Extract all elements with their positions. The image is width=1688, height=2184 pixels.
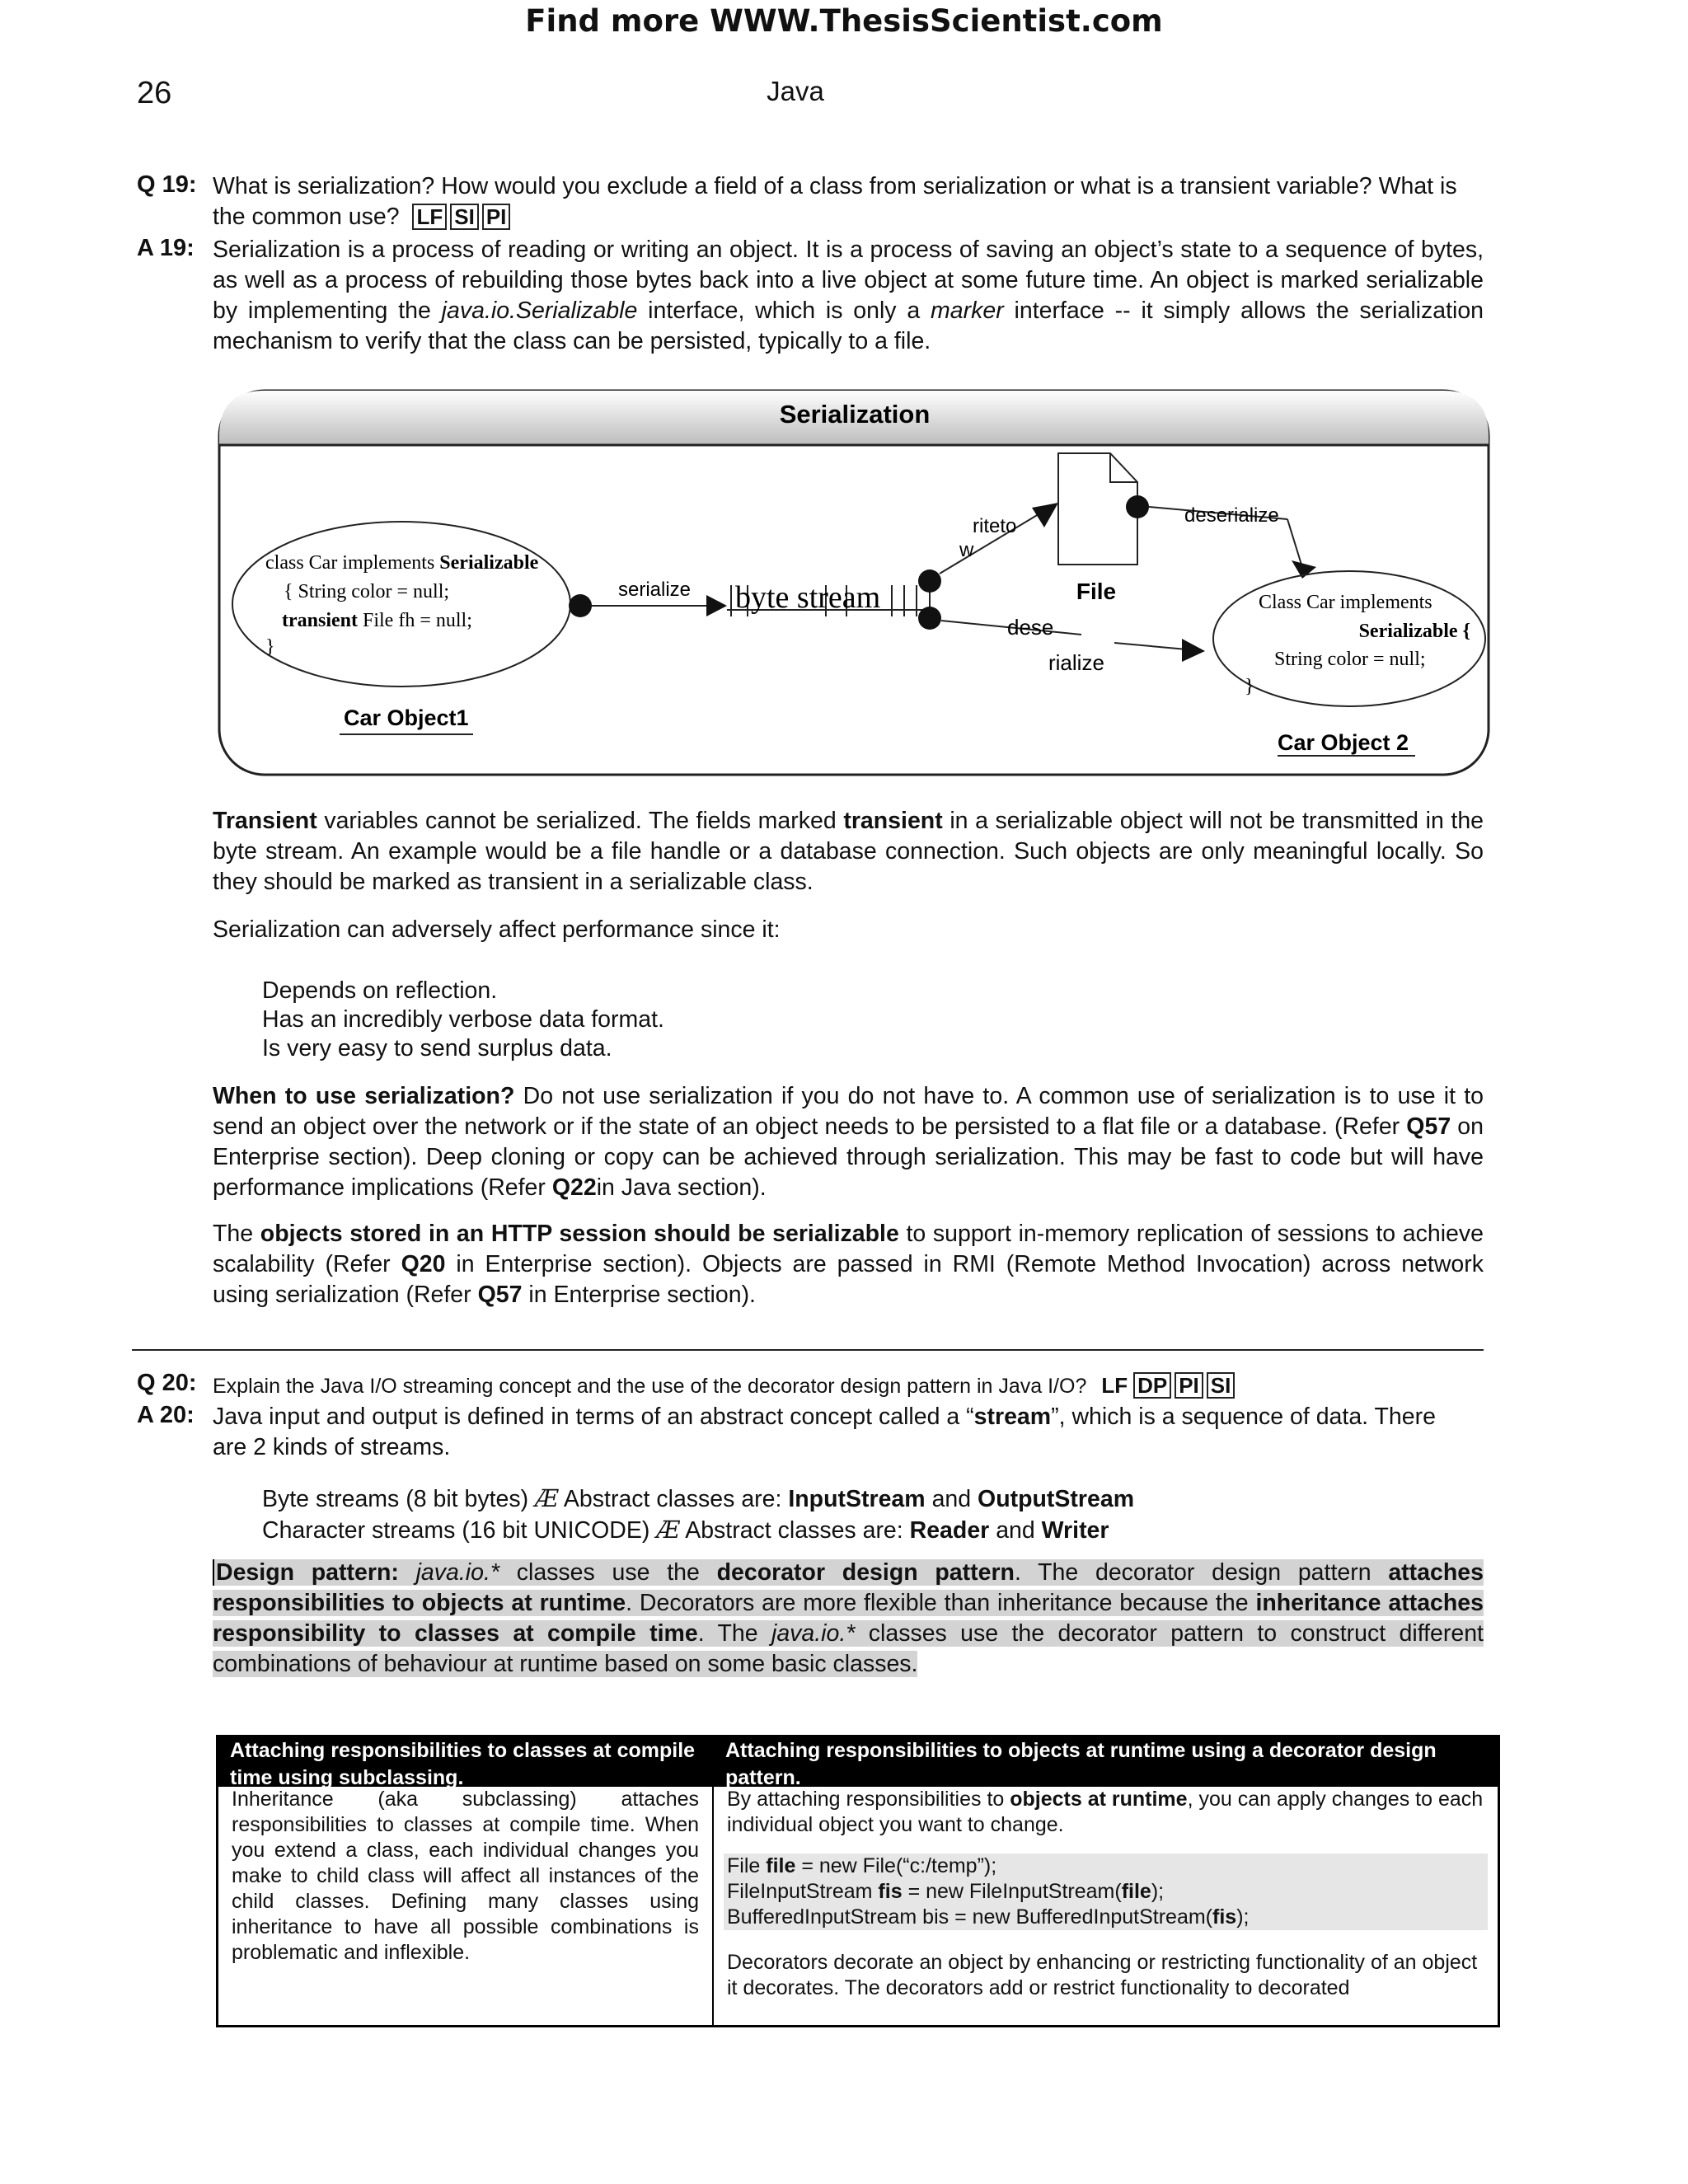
byte-stream-label: byte stream [735, 580, 881, 615]
design-code-2: java.io.* [771, 1620, 856, 1647]
a19-marker: marker [931, 298, 1004, 324]
design-lead: Design pattern: [213, 1559, 399, 1586]
car2-line1: Class Car implements [1259, 592, 1432, 613]
performance-list [262, 977, 664, 1063]
spacer [727, 1838, 1484, 1854]
car1-line1: class Car implements Serializable [265, 552, 539, 574]
character-streams-text: Character streams (16 bit UNICODE) [262, 1517, 650, 1544]
transient-text-1: variables cannot be serialized. The fields marked [324, 808, 837, 834]
http-ref-1: Q20 [401, 1251, 446, 1277]
character-streams-line [262, 1515, 1134, 1546]
http-ref-2: Q57 [477, 1282, 523, 1308]
table-header-decorator: Attaching responsibilities to objects at runtime using a decorator design pattern. [714, 1737, 1498, 1787]
when-to-use-paragraph [213, 1081, 1484, 1203]
transient-paragraph [213, 806, 1484, 898]
tag-lf: LF [412, 204, 447, 230]
a20-text-2: ”, which is a sequence of data. There are 2 kinds of streams. [213, 1404, 1436, 1460]
page-number: 26 [137, 76, 172, 110]
page-header: Java [767, 76, 824, 106]
car-object1-label: Car Object1 [344, 705, 469, 730]
writer-class: Writer [1041, 1517, 1109, 1544]
decorator-summary: Decorators decorate an object by enhancing or restricting functionality of an object it decorates. The decorators add or restrict functionality to decorated [727, 1951, 1478, 1999]
outputstream-class: OutputStream [978, 1486, 1135, 1512]
code-line-3 [724, 1905, 1488, 1930]
when-text-3: in Java section). [596, 1174, 767, 1201]
q20-label: Q 20: [137, 1370, 197, 1396]
a19-answer [213, 235, 1484, 357]
http-text-1: to support in-memory replication of sessions to achieve scalability (Refer [213, 1221, 1484, 1277]
code-var: fis [1212, 1905, 1237, 1929]
code-var: file [766, 1854, 796, 1877]
a19-label: A 19: [137, 235, 195, 261]
decorator-text-1: By attaching responsibilities to [727, 1788, 1005, 1811]
tag-pi: PI [1175, 1372, 1203, 1399]
code-text: BufferedInputStream bis = new BufferedInputStream( [727, 1905, 1213, 1929]
tag-lf: LF [1101, 1373, 1128, 1398]
car2-line4: } [1245, 676, 1254, 697]
http-text-2: in Enterprise section). Objects are passed in RMI (Remote Method Invocation) across network using serialization (Refer [213, 1251, 1484, 1308]
q20-question-text: Explain the Java I/O streaming concept and the use of the decorator design pattern in Java I/O? [213, 1375, 1087, 1398]
q19-question [213, 171, 1484, 232]
car1-line4: } [265, 636, 275, 658]
http-text-3: in Enterprise section). [528, 1282, 756, 1308]
a20-stream-word: stream [973, 1404, 1052, 1430]
tag-pi: PI [482, 204, 511, 230]
a20-answer [213, 1402, 1449, 1463]
q20-tags [1099, 1372, 1238, 1399]
byte-streams-line [262, 1483, 1134, 1515]
and-word: and [996, 1517, 1035, 1544]
code-text: = new FileInputStream( [907, 1880, 1122, 1903]
when-ref-1: Q57 [1406, 1113, 1451, 1140]
http-text-0: The [213, 1221, 254, 1247]
a20-text-1: Java input and output is defined in terms of an abstract concept called a “ [213, 1404, 974, 1430]
serialize-dot [569, 594, 592, 617]
tag-si: SI [450, 204, 479, 230]
a19-code: java.io.Serializable [441, 298, 638, 324]
design-text-1: classes use the [516, 1559, 700, 1586]
tag-dp: DP [1133, 1372, 1171, 1399]
design-bold-1: decorator design pattern [716, 1559, 1015, 1586]
diagram-title: Serialization [779, 400, 931, 429]
design-text-2: . The decorator design pattern [1014, 1559, 1372, 1586]
car1-line2: { String color = null; [284, 581, 450, 602]
code-var: fis [878, 1880, 903, 1903]
deserialize-top-label: deserialize [1184, 504, 1279, 527]
car-object2-label: Car Object 2 [1278, 730, 1409, 755]
code-var: file [1121, 1880, 1151, 1903]
file-icon [1058, 453, 1137, 565]
code-line-1 [724, 1854, 1488, 1879]
design-bold-3: inheritance attaches responsibility to classes at compile time [213, 1590, 1484, 1647]
q20-question [213, 1372, 1498, 1399]
code-text: File [727, 1854, 761, 1877]
code-text: = new File(“c:/temp”); [801, 1854, 997, 1877]
arrow-icon: Æ [535, 1485, 559, 1512]
section-divider [132, 1349, 1484, 1351]
arrow-icon: Æ [656, 1516, 680, 1544]
q19-label: Q 19: [137, 171, 197, 198]
code-text: ); [1151, 1880, 1165, 1903]
a19-text-1: Serialization is a process of reading or writing an object. It is a process of saving an object’s state to a sequence of bytes, as well as a process of rebuilding those bytes back into a live object at some future time. An object is marked serializable by implementing the [213, 237, 1484, 324]
design-pattern-paragraph [213, 1558, 1484, 1680]
inputstream-class: InputStream [788, 1486, 926, 1512]
file-label: File [1076, 579, 1117, 604]
write-label-2: w [959, 539, 974, 561]
stream-kinds [262, 1483, 1134, 1546]
decorator-text-2: , you can apply changes to each individual object you want to change. [727, 1788, 1484, 1836]
table-cell-decorator [714, 1787, 1498, 2001]
table-cell-inheritance: Inheritance (aka subclassing) attaches responsibilities to classes at compile time. When you extend a class, each individual changes you make to child class will affect all instances of the child classes. Defining many classes using inheritance to have all possible combinations is problematic and inflexible. [232, 1788, 699, 1964]
transient-word-2: transient [843, 808, 943, 834]
car2-line2: Serializable { [1358, 621, 1470, 642]
reader-class: Reader [909, 1517, 990, 1544]
serialize-label: serialize [618, 579, 692, 601]
when-lead: When to use serialization? [213, 1083, 515, 1109]
site-banner: Find more WWW.ThesisScientist.com [525, 3, 1163, 39]
and-word: and [931, 1486, 972, 1512]
code-text: FileInputStream [727, 1880, 873, 1903]
car1-line3: transient File fh = null; [282, 610, 472, 631]
table-header-inheritance: Attaching responsibilities to classes at compile time using subclassing. [218, 1737, 712, 1787]
when-text-1: Do not use serialization if you do not have to. A common use of serialization is to use it to send an object over the network or if the state of an object needs to be persisted to a flat file or a database. (Refer [213, 1083, 1484, 1140]
design-highlight [213, 1559, 1484, 1677]
a19-text-3: interface -- it simply allows the serialization mechanism to verify that the class can be persisted, typically to a file. [213, 298, 1484, 354]
serialization-diagram-svg [216, 387, 1493, 779]
design-text-3: . Decorators are more flexible than inheritance because the [626, 1590, 1249, 1616]
character-streams-mid: Abstract classes are: [685, 1517, 903, 1544]
transient-word-1: Transient [213, 808, 317, 834]
q19-question-text: What is serialization? How would you exclude a field of a class from serialization or what is a transient variable? What is the common use? [213, 173, 1457, 230]
deserialize-start-dot [918, 607, 941, 630]
code-text: ); [1236, 1905, 1250, 1929]
dese-label-1: dese [1007, 615, 1054, 640]
tag-si: SI [1207, 1372, 1236, 1399]
read-dot [1126, 495, 1149, 518]
design-code-1: java.io.* [415, 1559, 499, 1586]
byte-streams-text: Byte streams (8 bit bytes) [262, 1486, 529, 1512]
spacer [727, 1930, 1484, 1950]
a20-label: A 20: [137, 1402, 195, 1428]
list-item: Is very easy to send surplus data. [262, 1035, 612, 1062]
serialization-diagram [216, 387, 1493, 779]
when-text-2: on Enterprise section). Deep cloning or copy can be achieved through serialization. This may be fast to code but will have performance implications (Refer [213, 1113, 1484, 1201]
design-bold-2: attaches responsibilities to objects at runtime [213, 1559, 1484, 1616]
transient-text-2: in a serializable object will not be transmitted in the byte stream. An example would be a file handle or a database connection. Such objects are only meaningful locally. So they should be marked as transient in a serializable class. [213, 808, 1484, 895]
list-item: Has an incredibly verbose data format. [262, 1006, 664, 1033]
performance-intro: Serialization can adversely affect performance since it: [213, 916, 781, 943]
design-text-5: classes use the decorator pattern to construct different combinations of behaviour at runtime based on some basic classes. [213, 1620, 1484, 1677]
design-text-4: . The [697, 1620, 758, 1647]
dese-label-2: rialize [1048, 650, 1104, 675]
byte-streams-mid: Abstract classes are: [563, 1486, 782, 1512]
http-session-paragraph [213, 1219, 1484, 1310]
a19-text-2: interface, which is only a [648, 298, 921, 324]
comparison-table [216, 1735, 1500, 2027]
http-bold-1: objects stored in an HTTP session should be serializable [260, 1221, 899, 1247]
decorator-intro [727, 1787, 1484, 1838]
q19-tags [412, 202, 513, 232]
decorator-bold: objects at runtime [1010, 1788, 1188, 1811]
when-ref-2: Q22 [551, 1174, 597, 1201]
list-item: Depends on reflection. [262, 977, 498, 1004]
write-dot [918, 569, 941, 593]
car2-line3: String color = null; [1274, 649, 1426, 670]
write-label-1: riteto [973, 515, 1017, 537]
code-line-2 [724, 1879, 1488, 1905]
